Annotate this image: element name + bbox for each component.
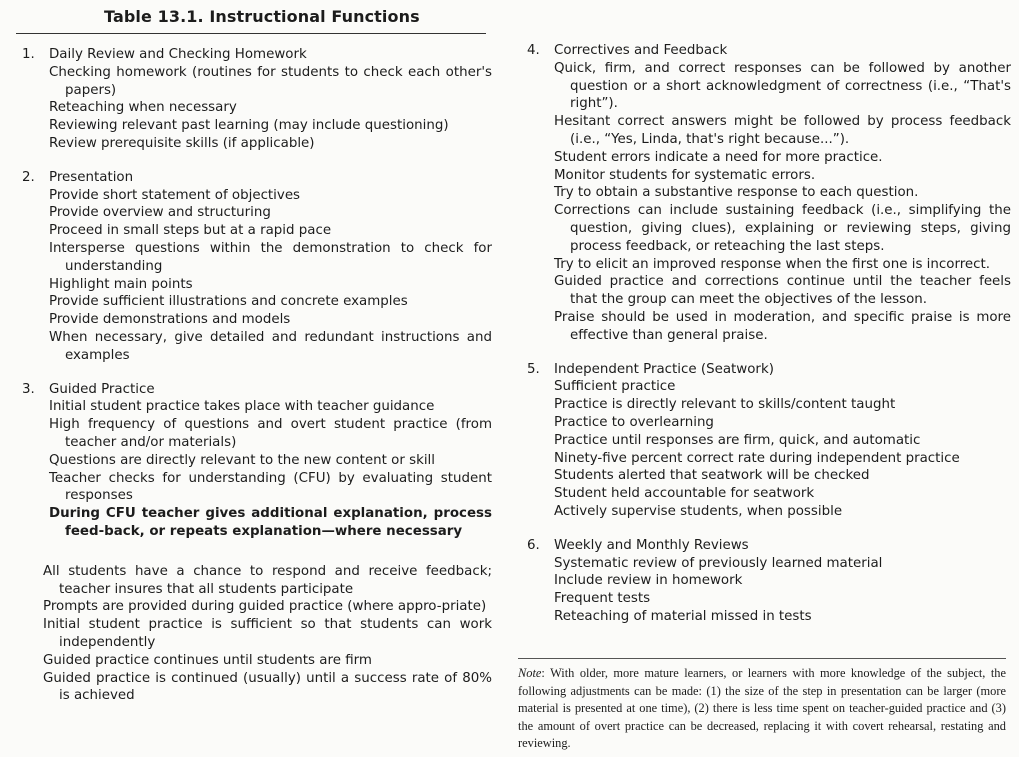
section-number: 6.: [527, 537, 540, 553]
section-heading: [22, 169, 492, 187]
list-item: Initial student practice is sufficient so that students can work independently: [43, 617, 492, 650]
list-item-bold: During CFU teacher gives additional explanation, process feed-back, or repeats explanation—where necessary: [49, 506, 492, 539]
list-item: Proceed in small steps but at a rapid pace: [49, 223, 332, 239]
section-3: [22, 381, 492, 541]
list-item: Guided practice and corrections continue until the teacher feels that the group can meet the objectives of the lesson.: [554, 274, 1011, 308]
section-title: Weekly and Monthly Reviews: [554, 537, 749, 553]
list-item: Actively supervise students, when possible: [554, 503, 843, 519]
section-number: 3.: [22, 381, 35, 397]
list-item: Reteaching of material missed in tests: [554, 608, 812, 624]
list-item: Reviewing relevant past learning (may include questioning): [49, 118, 449, 134]
section-number: 1.: [22, 47, 35, 62]
list-item: Student errors indicate a need for more practice.: [554, 149, 883, 165]
list-item: Student held accountable for seatwork: [554, 486, 815, 502]
list-item: Practice is directly relevant to skills/content taught: [554, 397, 896, 413]
list-item: Provide overview and structuring: [49, 205, 271, 221]
list-item: Prompts are provided during guided practice (where appro-priate): [43, 599, 487, 615]
guided-practice-continued: [22, 563, 492, 705]
section-6: [527, 537, 1011, 626]
list-item: Include review in homework: [554, 573, 743, 589]
list-item: Initial student practice takes place with teacher guidance: [49, 399, 435, 415]
section-title: Independent Practice (Seatwork): [554, 361, 774, 377]
list-item: Review prerequisite skills (if applicable): [49, 135, 315, 151]
list-item: Students alerted that seatwork will be checked: [554, 468, 870, 484]
section-title: Presentation: [49, 169, 134, 185]
list-item: Praise should be used in moderation, and specific praise is more effective than general praise.: [554, 309, 1011, 343]
section-heading: [527, 361, 1011, 379]
section-4: [527, 42, 1011, 345]
section-number: 2.: [22, 169, 35, 185]
list-item: Sufficient practice: [554, 379, 676, 395]
title-rule: [16, 33, 486, 34]
section-heading: [527, 537, 1011, 555]
list-item: Try to elicit an improved response when the first one is incorrect.: [554, 256, 991, 272]
list-item: Practice until responses are firm, quick, and automatic: [554, 432, 921, 448]
note-label: Note: [518, 666, 542, 680]
list-item: Teacher checks for understanding (CFU) by evaluating student responses: [49, 470, 492, 504]
section-number: 5.: [527, 361, 540, 377]
list-item: Hesitant correct answers might be followed by process feedback (i.e., “Yes, Linda, that's right because...”).: [554, 114, 1011, 147]
list-item: Monitor students for systematic errors.: [554, 167, 816, 183]
note-text: : With older, more mature learners, or learners with more knowledge of the subject, the following adjustments can be made: (1) the size of the step in presentation can be larger (more material is presented at one time), (2) there is less time spent on teacher-guided practice and (3) the amount of overt practice can be decreased, replacing it with covert rehearsal, restating and reviewing.: [518, 666, 1006, 750]
left-column: [22, 46, 492, 705]
list-item: Checking homework (routines for students to check each other's papers): [49, 64, 492, 98]
right-column: [527, 42, 1011, 626]
section-1: [22, 46, 492, 153]
section-title: Daily Review and Checking Homework: [49, 47, 307, 62]
list-item: Ninety-five percent correct rate during independent practice: [554, 450, 960, 466]
list-item: Questions are directly relevant to the new content or skill: [49, 452, 435, 468]
section-5: [527, 361, 1011, 521]
section-heading: [22, 381, 492, 399]
list-item: Reteaching when necessary: [49, 100, 237, 116]
list-item: Systematic review of previously learned material: [554, 555, 883, 571]
section-2: [22, 169, 492, 365]
list-item: When necessary, give detailed and redundant instructions and examples: [49, 329, 492, 363]
list-item: Intersperse questions within the demonstration to check for understanding: [49, 240, 492, 274]
table-title: Table 13.1. Instructional Functions: [104, 7, 420, 26]
list-item: Quick, firm, and correct responses can be followed by another question or a short acknowledgment of correctness (i.e., “That's right”).: [554, 60, 1011, 112]
list-item: Provide demonstrations and models: [49, 312, 291, 328]
list-item: Highlight main points: [49, 276, 193, 292]
list-item: High frequency of questions and overt student practice (from teacher and/or materials): [49, 417, 492, 450]
list-item: Provide sufficient illustrations and concrete examples: [49, 294, 408, 310]
list-item: Provide short statement of objectives: [49, 187, 301, 203]
section-title: Guided Practice: [49, 381, 155, 397]
section-heading: [22, 46, 492, 64]
table-note: [518, 658, 1006, 753]
list-item: Guided practice continues until students are firm: [43, 652, 372, 668]
list-item: Corrections can include sustaining feedback (i.e., simplifying the question, giving clues), explaining or reviewing steps, giving process feedback, or reteaching the last steps.: [554, 203, 1011, 254]
list-item: All students have a chance to respond and receive feedback; teacher insures that all students participate: [43, 563, 492, 597]
list-item: Frequent tests: [554, 591, 651, 607]
section-heading: [527, 42, 1011, 60]
list-item: Guided practice is continued (usually) until a success rate of 80% is achieved: [43, 670, 492, 704]
section-number: 4.: [527, 43, 540, 58]
section-title: Correctives and Feedback: [554, 43, 728, 58]
list-item: Try to obtain a substantive response to each question.: [554, 185, 919, 201]
list-item: Practice to overlearning: [554, 414, 714, 430]
